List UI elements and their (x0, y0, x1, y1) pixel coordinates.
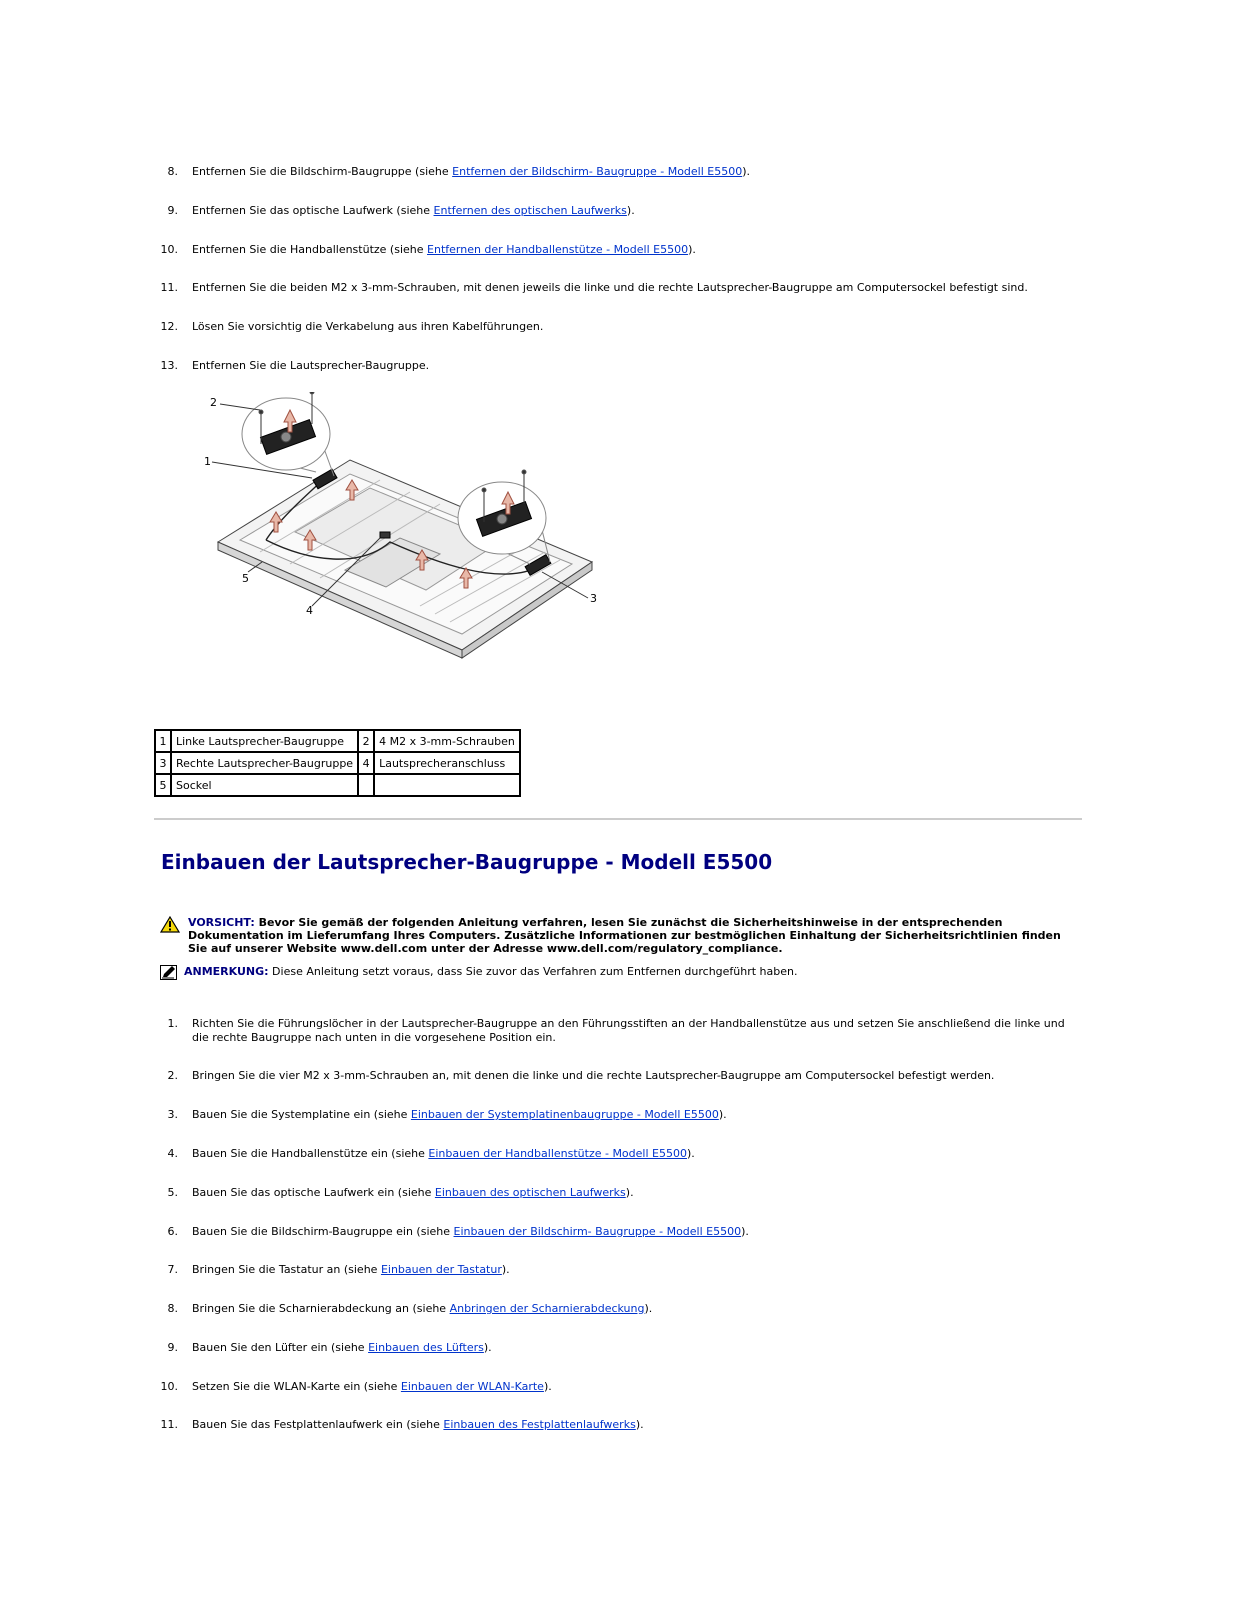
step-text: Bringen Sie die vier M2 x 3-mm-Schrauben an, mit denen die linke und die rechte Lautsprecher-Baugruppe am Computersockel befestigt werden. (192, 1069, 995, 1082)
step-text-after: ). (501, 1263, 510, 1276)
legend-label (374, 774, 520, 796)
step-text-before: Entfernen Sie die Handballenstütze (siehe (192, 243, 428, 256)
step-number: 4. (167, 1147, 178, 1160)
step-number: 1. (167, 1017, 178, 1030)
callout-2: 2 (210, 396, 217, 409)
step-text (192, 1186, 1072, 1200)
caution-label: VORSICHT: (188, 916, 255, 929)
step-text (192, 1418, 1072, 1432)
legend-label: Linke Lautsprecher-Baugruppe (171, 730, 358, 752)
step-number: 9. (167, 204, 178, 217)
step-text-after: ). (644, 1302, 653, 1315)
link-install-hard-drive[interactable]: Einbauen des Festplattenlaufwerks (443, 1418, 636, 1431)
callout-1: 1 (204, 455, 211, 468)
step-text: Entfernen Sie die beiden M2 x 3-mm-Schrauben, mit denen jeweils die linke und die rechte Lautsprecher-Baugruppe am Computersockel befestigt sind. (192, 281, 1028, 294)
step-text (192, 1302, 1072, 1316)
section-heading: Einbauen der Lautsprecher-Baugruppe - Modell E5500 (161, 850, 773, 874)
step-text-after: ). (742, 165, 751, 178)
step-number: 13. (160, 359, 178, 372)
step-text-before: Bauen Sie den Lüfter ein (siehe (192, 1341, 369, 1354)
note-text (184, 965, 1064, 978)
step-text: Entfernen Sie die Lautsprecher-Baugruppe. (192, 359, 430, 372)
step-text (192, 1263, 1072, 1277)
step-text-after: ). (626, 204, 635, 217)
callout-5: 5 (242, 572, 249, 585)
step-number: 8. (167, 165, 178, 178)
link-remove-optical-drive[interactable]: Entfernen des optischen Laufwerks (433, 204, 627, 217)
legend-number: 4 (358, 752, 374, 774)
link-remove-palmrest[interactable]: Entfernen der Handballenstütze - Modell E5500 (427, 243, 689, 256)
step-number: 7. (167, 1263, 178, 1276)
callout-4: 4 (306, 604, 313, 617)
table-row (155, 774, 520, 796)
link-install-hinge-cover[interactable]: Anbringen der Scharnierabdeckung (449, 1302, 645, 1315)
step-number: 5. (167, 1186, 178, 1199)
note-body: Diese Anleitung setzt voraus, dass Sie zuvor das Verfahren zum Entfernen durchgeführt haben. (268, 965, 798, 978)
step-number: 11. (160, 281, 178, 294)
step-number: 10. (160, 243, 178, 256)
link-install-system-board[interactable]: Einbauen der Systemplatinenbaugruppe - Modell E5500 (410, 1108, 719, 1121)
table-row (155, 752, 520, 774)
legend-number: 2 (358, 730, 374, 752)
callout-3: 3 (590, 592, 597, 605)
step-text (192, 1225, 1072, 1239)
step-text (192, 1108, 1072, 1122)
legend-number: 1 (155, 730, 171, 752)
legend-label: 4 M2 x 3-mm-Schrauben (374, 730, 520, 752)
step-text-before: Bauen Sie die Systemplatine ein (siehe (192, 1108, 411, 1121)
link-install-optical-drive[interactable]: Einbauen des optischen Laufwerks (434, 1186, 626, 1199)
step-number: 8. (167, 1302, 178, 1315)
step-text: Lösen Sie vorsichtig die Verkabelung aus ihren Kabelführungen. (192, 320, 544, 333)
step-number: 12. (160, 320, 178, 333)
link-install-display[interactable]: Einbauen der Bildschirm- Baugruppe - Modell E5500 (453, 1225, 742, 1238)
step-text-before: Bringen Sie die Tastatur an (siehe (192, 1263, 381, 1276)
link-install-keyboard[interactable]: Einbauen der Tastatur (380, 1263, 502, 1276)
step-number: 9. (167, 1341, 178, 1354)
warning-icon (160, 916, 180, 933)
step-text-before: Entfernen Sie die Bildschirm-Baugruppe (siehe (192, 165, 453, 178)
step-text-before: Entfernen Sie das optische Laufwerk (siehe (192, 204, 434, 217)
step-text-after: ). (686, 1147, 695, 1160)
step-text-after: ). (688, 243, 696, 256)
step-text: Richten Sie die Führungslöcher in der Lautsprecher-Baugruppe an den Führungsstiften an der Handballenstütze aus und setzen Sie anschließend die linke und die rechte Baugruppe nach unten in die vorgesehene Position ein. (192, 1017, 1065, 1044)
legend-label: Lautsprecheranschluss (374, 752, 520, 774)
speaker-assembly-illustration (200, 392, 610, 662)
legend-label: Rechte Lautsprecher-Baugruppe (171, 752, 358, 774)
step-text-before: Bringen Sie die Scharnierabdeckung an (siehe (192, 1302, 450, 1315)
step-text-after: ). (741, 1225, 749, 1238)
link-remove-display[interactable]: Entfernen der Bildschirm- Baugruppe - Modell E5500 (452, 165, 743, 178)
step-number: 2. (167, 1069, 178, 1082)
legend-table (154, 729, 521, 797)
step-text (192, 165, 1072, 179)
step-number: 6. (167, 1225, 178, 1238)
step-text-before: Setzen Sie die WLAN-Karte ein (siehe (192, 1380, 401, 1393)
step-text-before: Bauen Sie die Handballenstütze ein (siehe (192, 1147, 429, 1160)
legend-label: Sockel (171, 774, 358, 796)
legend-number (358, 774, 374, 796)
link-install-wlan-card[interactable]: Einbauen der WLAN-Karte (400, 1380, 544, 1393)
caution-body: Bevor Sie gemäß der folgenden Anleitung verfahren, lesen Sie zunächst die Sicherheitshinweise in der entsprechenden Dokumentation im Lieferumfang Ihres Computers. Zusätzliche Informationen zur bestmöglichen Einhaltung der Sicherheitsrichtlinien finden Sie auf unserer Website www.dell.com unter der Adresse www.dell.com/regulatory_compliance. (188, 916, 1061, 955)
step-text-after: ). (625, 1186, 634, 1199)
step-text (192, 204, 1072, 218)
step-number: 11. (160, 1418, 178, 1431)
step-text-after: ). (718, 1108, 727, 1121)
step-text-after: ). (635, 1418, 644, 1431)
step-text (192, 243, 1072, 257)
step-text (192, 1341, 1072, 1355)
section-divider (154, 818, 1082, 820)
note-label: ANMERKUNG: (184, 965, 269, 978)
caution-text (188, 916, 1068, 955)
step-text (192, 1380, 1072, 1394)
step-number: 10. (160, 1380, 178, 1393)
legend-number: 5 (155, 774, 171, 796)
step-text-before: Bauen Sie das Festplattenlaufwerk ein (siehe (192, 1418, 444, 1431)
step-text-after: ). (543, 1380, 552, 1393)
note-pencil-icon (160, 965, 177, 980)
legend-number: 3 (155, 752, 171, 774)
step-text-after: ). (483, 1341, 492, 1354)
step-text-before: Bauen Sie die Bildschirm-Baugruppe ein (siehe (192, 1225, 454, 1238)
step-number: 3. (167, 1108, 178, 1121)
link-install-palmrest[interactable]: Einbauen der Handballenstütze - Modell E5500 (428, 1147, 687, 1160)
step-text (192, 1147, 1072, 1161)
link-install-fan[interactable]: Einbauen des Lüfters (368, 1341, 484, 1354)
table-row (155, 730, 520, 752)
step-text-before: Bauen Sie das optische Laufwerk ein (siehe (192, 1186, 435, 1199)
